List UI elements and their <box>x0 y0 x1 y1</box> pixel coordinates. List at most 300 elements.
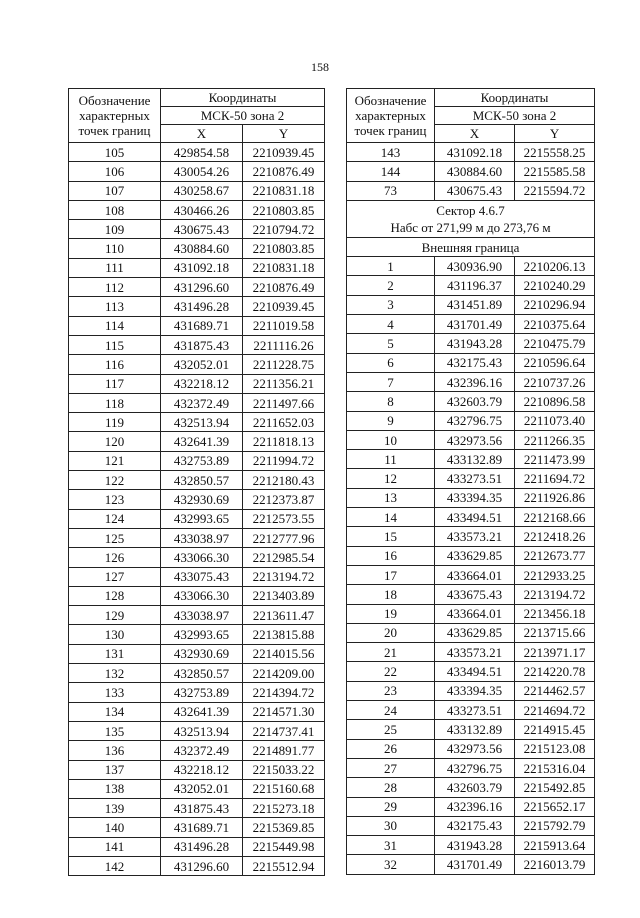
point-number: 110 <box>69 239 161 258</box>
y-coordinate: 2210876.49 <box>243 162 325 181</box>
y-coordinate: 2210831.18 <box>243 181 325 200</box>
y-coordinate: 2214462.57 <box>515 681 595 700</box>
y-coordinate: 2212985.54 <box>243 548 325 567</box>
x-coordinate: 431496.28 <box>161 297 243 316</box>
point-number: 5 <box>347 334 435 353</box>
x-coordinate: 432973.56 <box>435 430 515 449</box>
y-coordinate: 2211652.03 <box>243 413 325 432</box>
y-coordinate: 2211926.86 <box>515 488 595 507</box>
point-number: 114 <box>69 316 161 335</box>
x-coordinate: 433494.51 <box>435 508 515 527</box>
designation-header-line: Обозначение <box>78 93 151 108</box>
y-coordinate: 2214737.41 <box>243 721 325 740</box>
designation-header-line: характерных <box>355 108 426 123</box>
point-number: 143 <box>347 143 435 162</box>
x-coordinate: 433664.01 <box>435 604 515 623</box>
x-coordinate: 430884.60 <box>435 162 515 181</box>
table-row <box>347 508 595 527</box>
point-number: 106 <box>69 162 161 181</box>
point-number: 133 <box>69 683 161 702</box>
y-coordinate: 2211994.72 <box>243 451 325 470</box>
x-coordinate: 431701.49 <box>435 315 515 334</box>
x-coordinate: 432396.16 <box>435 797 515 816</box>
y-coordinate: 2210876.49 <box>243 278 325 297</box>
x-coordinate: 433038.97 <box>161 528 243 547</box>
designation-header <box>347 89 435 143</box>
x-coordinate: 432796.75 <box>435 758 515 777</box>
point-number: 30 <box>347 816 435 835</box>
table-row <box>69 490 325 509</box>
designation-header-line: точек границ <box>78 123 151 138</box>
table-row <box>347 836 595 855</box>
point-number: 27 <box>347 758 435 777</box>
point-number: 111 <box>69 258 161 277</box>
y-coordinate: 2211266.35 <box>515 430 595 449</box>
table-row <box>69 393 325 412</box>
table-row <box>347 334 595 353</box>
table-row <box>347 701 595 720</box>
y-coordinate: 2211694.72 <box>515 469 595 488</box>
y-coordinate: 2213715.66 <box>515 623 595 642</box>
table-row <box>69 528 325 547</box>
x-coordinate: 433494.51 <box>435 662 515 681</box>
table-row <box>347 778 595 797</box>
x-coordinate: 433038.97 <box>161 606 243 625</box>
x-coordinate: 431689.71 <box>161 818 243 837</box>
point-number: 107 <box>69 181 161 200</box>
table-row <box>347 855 595 874</box>
table-row <box>347 623 595 642</box>
table-row <box>69 143 325 162</box>
x-coordinate: 433273.51 <box>435 701 515 720</box>
y-coordinate: 2214915.45 <box>515 720 595 739</box>
point-number: 6 <box>347 353 435 372</box>
y-coordinate: 2211473.99 <box>515 450 595 469</box>
point-number: 9 <box>347 411 435 430</box>
y-coordinate: 2213611.47 <box>243 606 325 625</box>
point-number: 126 <box>69 548 161 567</box>
point-number: 141 <box>69 837 161 856</box>
point-number: 109 <box>69 220 161 239</box>
x-coordinate: 433675.43 <box>435 585 515 604</box>
x-coordinate: 432930.69 <box>161 490 243 509</box>
point-number: 11 <box>347 450 435 469</box>
y-column-header: Y <box>515 125 595 143</box>
table-row <box>69 316 325 335</box>
point-number: 116 <box>69 355 161 374</box>
x-coordinate: 432372.49 <box>161 741 243 760</box>
x-coordinate: 431092.18 <box>435 143 515 162</box>
page-number: 158 <box>311 60 329 74</box>
sector-title: Сектор 4.6.7 <box>436 202 505 218</box>
y-coordinate: 2215033.22 <box>243 760 325 779</box>
table-row <box>69 741 325 760</box>
table-row <box>69 374 325 393</box>
point-number: 108 <box>69 200 161 219</box>
table-row <box>347 546 595 565</box>
table-row <box>69 837 325 856</box>
point-number: 26 <box>347 739 435 758</box>
table-row <box>347 450 595 469</box>
table-row <box>347 469 595 488</box>
table-row <box>69 760 325 779</box>
y-coordinate: 2213194.72 <box>515 585 595 604</box>
x-coordinate: 431875.43 <box>161 799 243 818</box>
table-row <box>347 758 595 777</box>
y-coordinate: 2215273.18 <box>243 799 325 818</box>
boundary-caption: Внешняя граница <box>347 237 595 256</box>
y-coordinate: 2212373.87 <box>243 490 325 509</box>
point-number: 112 <box>69 278 161 297</box>
point-number: 19 <box>347 604 435 623</box>
y-coordinate: 2210206.13 <box>515 257 595 276</box>
x-coordinate: 430258.67 <box>161 181 243 200</box>
point-number: 31 <box>347 836 435 855</box>
point-number: 20 <box>347 623 435 642</box>
y-coordinate: 2212777.96 <box>243 528 325 547</box>
y-coordinate: 2210794.72 <box>243 220 325 239</box>
table-row <box>69 200 325 219</box>
x-coordinate: 430466.26 <box>161 200 243 219</box>
y-coordinate: 2213456.18 <box>515 604 595 623</box>
table-row <box>69 509 325 528</box>
point-number: 25 <box>347 720 435 739</box>
point-number: 113 <box>69 297 161 316</box>
x-coordinate: 431296.60 <box>161 856 243 875</box>
x-coordinate: 433066.30 <box>161 586 243 605</box>
table-row <box>347 816 595 835</box>
y-coordinate: 2211116.26 <box>243 335 325 354</box>
point-number: 130 <box>69 625 161 644</box>
x-coordinate: 433394.35 <box>435 488 515 507</box>
point-number: 121 <box>69 451 161 470</box>
x-coordinate: 432513.94 <box>161 413 243 432</box>
table-row <box>347 162 595 181</box>
x-coordinate: 432218.12 <box>161 374 243 393</box>
table-row <box>69 432 325 451</box>
x-coordinate: 433573.21 <box>435 643 515 662</box>
y-coordinate: 2215792.79 <box>515 816 595 835</box>
point-number: 7 <box>347 372 435 391</box>
x-coordinate: 433394.35 <box>435 681 515 700</box>
y-coordinate: 2210939.45 <box>243 297 325 316</box>
point-number: 3 <box>347 295 435 314</box>
y-coordinate: 2213815.88 <box>243 625 325 644</box>
y-coordinate: 2210831.18 <box>243 258 325 277</box>
x-coordinate: 433664.01 <box>435 565 515 584</box>
coordinates-table-left <box>68 88 325 876</box>
x-coordinate: 431875.43 <box>161 335 243 354</box>
point-number: 4 <box>347 315 435 334</box>
x-coordinate: 433573.21 <box>435 527 515 546</box>
x-coordinate: 432513.94 <box>161 721 243 740</box>
y-coordinate: 2211497.66 <box>243 393 325 412</box>
y-coordinate: 2210896.58 <box>515 392 595 411</box>
coordinates-header: Координаты <box>161 89 325 107</box>
y-coordinate: 2215316.04 <box>515 758 595 777</box>
sector-caption <box>347 200 595 237</box>
x-coordinate: 432930.69 <box>161 644 243 663</box>
table-row <box>347 604 595 623</box>
x-coordinate: 432175.43 <box>435 353 515 372</box>
table-row <box>347 681 595 700</box>
point-number: 135 <box>69 721 161 740</box>
point-number: 10 <box>347 430 435 449</box>
x-coordinate: 431943.28 <box>435 334 515 353</box>
point-number: 105 <box>69 143 161 162</box>
table-row <box>347 662 595 681</box>
x-coordinate: 430884.60 <box>161 239 243 258</box>
y-coordinate: 2215160.68 <box>243 779 325 798</box>
table-row <box>347 739 595 758</box>
table-row <box>69 335 325 354</box>
point-number: 16 <box>347 546 435 565</box>
y-coordinate: 2215585.58 <box>515 162 595 181</box>
table-row <box>69 586 325 605</box>
x-coordinate: 431943.28 <box>435 836 515 855</box>
y-coordinate: 2215652.17 <box>515 797 595 816</box>
y-coordinate: 2210939.45 <box>243 143 325 162</box>
point-number: 140 <box>69 818 161 837</box>
x-coordinate: 432603.79 <box>435 778 515 797</box>
y-coordinate: 2215492.85 <box>515 778 595 797</box>
y-coordinate: 2212168.66 <box>515 508 595 527</box>
y-column-header: Y <box>243 125 325 143</box>
point-number: 28 <box>347 778 435 797</box>
y-coordinate: 2216013.79 <box>515 855 595 874</box>
point-number: 13 <box>347 488 435 507</box>
point-number: 8 <box>347 392 435 411</box>
point-number: 18 <box>347 585 435 604</box>
x-coordinate: 433132.89 <box>435 720 515 739</box>
point-number: 24 <box>347 701 435 720</box>
point-number: 14 <box>347 508 435 527</box>
point-number: 134 <box>69 702 161 721</box>
x-coordinate: 433273.51 <box>435 469 515 488</box>
x-coordinate: 431451.89 <box>435 295 515 314</box>
x-coordinate: 432973.56 <box>435 739 515 758</box>
point-number: 128 <box>69 586 161 605</box>
point-number: 138 <box>69 779 161 798</box>
x-coordinate: 432603.79 <box>435 392 515 411</box>
x-coordinate: 432052.01 <box>161 779 243 798</box>
x-coordinate: 433629.85 <box>435 546 515 565</box>
designation-header-line: характерных <box>79 108 150 123</box>
x-coordinate: 431496.28 <box>161 837 243 856</box>
y-coordinate: 2214209.00 <box>243 664 325 683</box>
table-row <box>347 295 595 314</box>
x-coordinate: 432052.01 <box>161 355 243 374</box>
y-coordinate: 2214891.77 <box>243 741 325 760</box>
y-coordinate: 2215449.98 <box>243 837 325 856</box>
table-row <box>347 430 595 449</box>
x-coordinate: 432753.89 <box>161 683 243 702</box>
point-number: 127 <box>69 567 161 586</box>
y-coordinate: 2214694.72 <box>515 701 595 720</box>
table-row <box>69 799 325 818</box>
x-coordinate: 432850.57 <box>161 471 243 490</box>
point-number: 115 <box>69 335 161 354</box>
point-number: 144 <box>347 162 435 181</box>
x-coordinate: 431092.18 <box>161 258 243 277</box>
table-row <box>69 818 325 837</box>
x-coordinate: 432218.12 <box>161 760 243 779</box>
x-coordinate: 430054.26 <box>161 162 243 181</box>
y-coordinate: 2211228.75 <box>243 355 325 374</box>
table-row <box>69 220 325 239</box>
table-row <box>347 565 595 584</box>
point-number: 131 <box>69 644 161 663</box>
x-coordinate: 433066.30 <box>161 548 243 567</box>
table-row <box>347 372 595 391</box>
table-row <box>69 856 325 875</box>
crs-header: МСК-50 зона 2 <box>161 107 325 125</box>
y-coordinate: 2213971.17 <box>515 643 595 662</box>
table-row <box>69 181 325 200</box>
table-row <box>69 606 325 625</box>
table-row <box>69 162 325 181</box>
x-coordinate: 432641.39 <box>161 432 243 451</box>
y-coordinate: 2210803.85 <box>243 200 325 219</box>
y-coordinate: 2212673.77 <box>515 546 595 565</box>
y-coordinate: 2214015.56 <box>243 644 325 663</box>
point-number: 12 <box>347 469 435 488</box>
table-row <box>347 392 595 411</box>
table-row <box>347 276 595 295</box>
table-row <box>347 720 595 739</box>
table-row <box>347 181 595 200</box>
table-row <box>69 297 325 316</box>
y-coordinate: 2211019.58 <box>243 316 325 335</box>
designation-header-line: точек границ <box>354 123 427 138</box>
x-coordinate: 433132.89 <box>435 450 515 469</box>
crs-header: МСК-50 зона 2 <box>435 107 595 125</box>
table-row <box>69 413 325 432</box>
sector-height-range: Набс от 271,99 м до 273,76 м <box>390 219 551 235</box>
x-coordinate: 433629.85 <box>435 623 515 642</box>
x-column-header: X <box>435 125 515 143</box>
point-number: 119 <box>69 413 161 432</box>
y-coordinate: 2214220.78 <box>515 662 595 681</box>
x-coordinate: 432175.43 <box>435 816 515 835</box>
y-coordinate: 2210737.26 <box>515 372 595 391</box>
table-row <box>69 683 325 702</box>
y-coordinate: 2210803.85 <box>243 239 325 258</box>
table-row <box>69 625 325 644</box>
table-row <box>347 527 595 546</box>
y-coordinate: 2212933.25 <box>515 565 595 584</box>
y-coordinate: 2215594.72 <box>515 181 595 200</box>
y-coordinate: 2215369.85 <box>243 818 325 837</box>
x-coordinate: 430936.90 <box>435 257 515 276</box>
point-number: 15 <box>347 527 435 546</box>
coordinates-table-right <box>346 88 595 875</box>
table-row <box>69 278 325 297</box>
x-coordinate: 432796.75 <box>435 411 515 430</box>
coordinates-header: Координаты <box>435 89 595 107</box>
x-coordinate: 432993.65 <box>161 625 243 644</box>
table-row <box>347 585 595 604</box>
x-coordinate: 432753.89 <box>161 451 243 470</box>
x-coordinate: 432993.65 <box>161 509 243 528</box>
y-coordinate: 2212180.43 <box>243 471 325 490</box>
point-number: 21 <box>347 643 435 662</box>
point-number: 32 <box>347 855 435 874</box>
y-coordinate: 2210596.64 <box>515 353 595 372</box>
y-coordinate: 2211356.21 <box>243 374 325 393</box>
point-number: 22 <box>347 662 435 681</box>
point-number: 23 <box>347 681 435 700</box>
y-coordinate: 2210375.64 <box>515 315 595 334</box>
x-coordinate: 432850.57 <box>161 664 243 683</box>
designation-header <box>69 89 161 143</box>
table-row <box>347 411 595 430</box>
table-row <box>69 548 325 567</box>
table-row <box>69 471 325 490</box>
point-number: 73 <box>347 181 435 200</box>
table-row <box>69 644 325 663</box>
table-row <box>69 258 325 277</box>
point-number: 137 <box>69 760 161 779</box>
point-number: 124 <box>69 509 161 528</box>
y-coordinate: 2215123.08 <box>515 739 595 758</box>
x-coordinate: 430675.43 <box>435 181 515 200</box>
point-number: 120 <box>69 432 161 451</box>
table-row <box>347 143 595 162</box>
x-column-header: X <box>161 125 243 143</box>
point-number: 123 <box>69 490 161 509</box>
table-row <box>69 779 325 798</box>
x-coordinate: 431689.71 <box>161 316 243 335</box>
point-number: 142 <box>69 856 161 875</box>
table-row <box>69 239 325 258</box>
point-number: 118 <box>69 393 161 412</box>
point-number: 125 <box>69 528 161 547</box>
point-number: 1 <box>347 257 435 276</box>
x-coordinate: 432372.49 <box>161 393 243 412</box>
x-coordinate: 430675.43 <box>161 220 243 239</box>
x-coordinate: 433075.43 <box>161 567 243 586</box>
x-coordinate: 432396.16 <box>435 372 515 391</box>
table-row <box>347 353 595 372</box>
table-row <box>69 702 325 721</box>
y-coordinate: 2215512.94 <box>243 856 325 875</box>
y-coordinate: 2210296.94 <box>515 295 595 314</box>
y-coordinate: 2214394.72 <box>243 683 325 702</box>
y-coordinate: 2214571.30 <box>243 702 325 721</box>
y-coordinate: 2212418.26 <box>515 527 595 546</box>
x-coordinate: 429854.58 <box>161 143 243 162</box>
x-coordinate: 431701.49 <box>435 855 515 874</box>
point-number: 17 <box>347 565 435 584</box>
x-coordinate: 431296.60 <box>161 278 243 297</box>
point-number: 117 <box>69 374 161 393</box>
y-coordinate: 2212573.55 <box>243 509 325 528</box>
y-coordinate: 2213194.72 <box>243 567 325 586</box>
y-coordinate: 2215913.64 <box>515 836 595 855</box>
table-row <box>69 721 325 740</box>
x-coordinate: 431196.37 <box>435 276 515 295</box>
y-coordinate: 2211073.40 <box>515 411 595 430</box>
table-row <box>69 567 325 586</box>
designation-header-line: Обозначение <box>354 93 427 108</box>
point-number: 2 <box>347 276 435 295</box>
table-row <box>347 315 595 334</box>
y-coordinate: 2215558.25 <box>515 143 595 162</box>
table-row <box>347 643 595 662</box>
y-coordinate: 2213403.89 <box>243 586 325 605</box>
table-row <box>347 488 595 507</box>
